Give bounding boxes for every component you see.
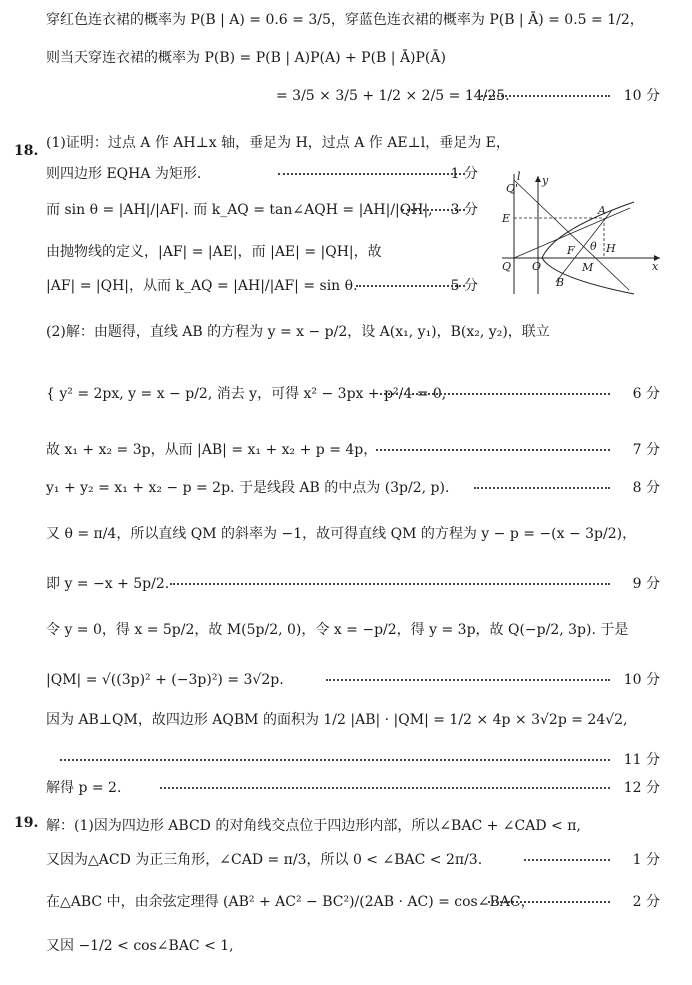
line-text: 故 x₁ + x₂ = 3p，从而 |AB| = x₁ + x₂ + p = 4p， (46, 442, 378, 458)
label-m: M (582, 261, 594, 274)
question-number: 19. (14, 815, 39, 831)
line-qm (514, 180, 629, 290)
solution-line (0, 374, 692, 414)
score-mark: 9 分 (632, 576, 660, 592)
y-axis-arrow-icon (535, 176, 541, 182)
line-text: 而 sin θ = |AH|/|AF|. 而 k_AQ = tan∠AQH = |AH|/|QH|, (46, 202, 433, 218)
solution-line (0, 768, 692, 808)
solution-line (0, 0, 692, 40)
label-theta: θ (590, 240, 597, 253)
solution-line (0, 610, 692, 650)
line-text: 即 y = −x + 5p/2. (46, 576, 170, 592)
solution-line (0, 926, 692, 966)
line-text: 穿红色连衣裙的概率为 P(B | A) = 0.6 = 3/5，穿蓝色连衣裙的概率为 P(B | Ā) = 0.5 = 1/2， (46, 12, 644, 28)
score-mark: 2 分 (632, 894, 660, 910)
label-q: Q (502, 260, 512, 273)
label-l: l (517, 170, 521, 183)
line-text: |AF| = |QH|，从而 k_AQ = |AH|/|AF| = sin θ. (46, 278, 358, 294)
score-mark: 1 分 (632, 852, 660, 868)
line-text: 又因为△ACD 为正三角形，∠CAD = π/3，所以 0 < ∠BAC < 2π/3. (46, 852, 483, 868)
line-text: 则四边形 EQHA 为矩形. (46, 166, 202, 182)
dot-leader (60, 759, 610, 761)
line-text: 又 θ = π/4，所以直线 QM 的斜率为 −1，故可得直线 QM 的方程为 y − p = −(x − 3p/2)， (46, 526, 637, 542)
line-text: 在△ABC 中，由余弦定理得 (AB² + AC² − BC²)/(2AB · AC) = cos∠BAC， (46, 894, 535, 910)
solution-line (0, 514, 692, 554)
solution-line (0, 312, 692, 352)
line-text: 解：(1)因为四边形 ABCD 的对角线交点位于四边形内部，所以∠BAC + ∠CAD < π, (46, 818, 581, 834)
line-text: = 3/5 × 3/5 + 1/2 × 2/5 = 14/25. (276, 88, 510, 104)
solution-line (0, 700, 692, 740)
dot-leader (160, 787, 610, 789)
line-text: (1)证明：过点 A 作 AH⊥x 轴，垂足为 H，过点 A 作 AE⊥l，垂足为 E， (46, 135, 510, 151)
score-mark: 7 分 (632, 442, 660, 458)
label-f: F (567, 244, 575, 257)
line-text: 则当天穿连衣裙的概率为 P(B) = P(B | A)P(A) + P(B | Ā)P(Ā) (46, 50, 446, 66)
label-y: y (542, 174, 549, 187)
solution-line (0, 468, 692, 508)
score-mark: 3 分 (450, 202, 478, 218)
dot-leader (376, 449, 610, 451)
solution-line (0, 564, 692, 604)
dot-leader (326, 679, 610, 681)
solution-line (0, 430, 692, 470)
line-text: { y² = 2px, y = x − p/2, 消去 y，可得 x² − 3px + p²/4 = 0, (46, 386, 447, 402)
score-mark: 11 分 (623, 752, 660, 768)
label-x: x (652, 260, 659, 273)
solution-line (0, 840, 692, 880)
line-text: 令 y = 0，得 x = 5p/2，故 M(5p/2, 0)，令 x = −p/2，得 y = 3p，故 Q(−p/2, 3p). 于是 (46, 622, 629, 638)
label-q-prime: Q' (506, 182, 519, 195)
solution-line (0, 660, 692, 700)
line-text: 由抛物线的定义，|AF| = |AE|，而 |AE| = |QH|，故 (46, 244, 382, 260)
solution-line (0, 882, 692, 922)
solution-line (0, 38, 692, 78)
line-text: y₁ + y₂ = x₁ + x₂ − p = 2p. 于是线段 AB 的中点为 (3p/2, p). (46, 480, 450, 496)
line-text: 又因 −1/2 < cos∠BAC < 1, (46, 938, 234, 954)
label-e: E (502, 212, 511, 225)
line-text: 解得 p = 2. (46, 780, 122, 796)
score-mark: 6 分 (632, 386, 660, 402)
line-text: (2)解：由题得，直线 AB 的方程为 y = x − p/2，设 A(x₁, y₁)，B(x₂, y₂)，联立 (46, 324, 550, 340)
label-a: A (598, 204, 606, 217)
score-mark: 8 分 (632, 480, 660, 496)
solution-line (0, 76, 692, 116)
score-mark: 10 分 (623, 672, 660, 688)
line-text: 因为 AB⊥QM，故四边形 AQBM 的面积为 1/2 |AB| · |QM| = 1/2 × 4p × 3√2p = 24√2, (46, 712, 628, 728)
label-b: B (556, 276, 565, 289)
dot-leader (170, 583, 610, 585)
dot-leader (474, 487, 610, 489)
score-mark: 5 分 (450, 278, 478, 294)
label-h: H (606, 242, 616, 255)
parabola-figure (494, 170, 664, 298)
line-text: |QM| = √((3p)² + (−3p)²) = 3√2p. (46, 672, 284, 688)
dot-leader (524, 859, 610, 861)
score-mark: 10 分 (623, 88, 660, 104)
dot-leader (488, 901, 610, 903)
dot-leader (380, 393, 610, 395)
question-number: 18. (14, 143, 39, 159)
score-mark: 12 分 (623, 780, 660, 796)
score-mark: 1 分 (450, 166, 478, 182)
dot-leader (478, 95, 610, 97)
label-o: O (532, 260, 542, 273)
